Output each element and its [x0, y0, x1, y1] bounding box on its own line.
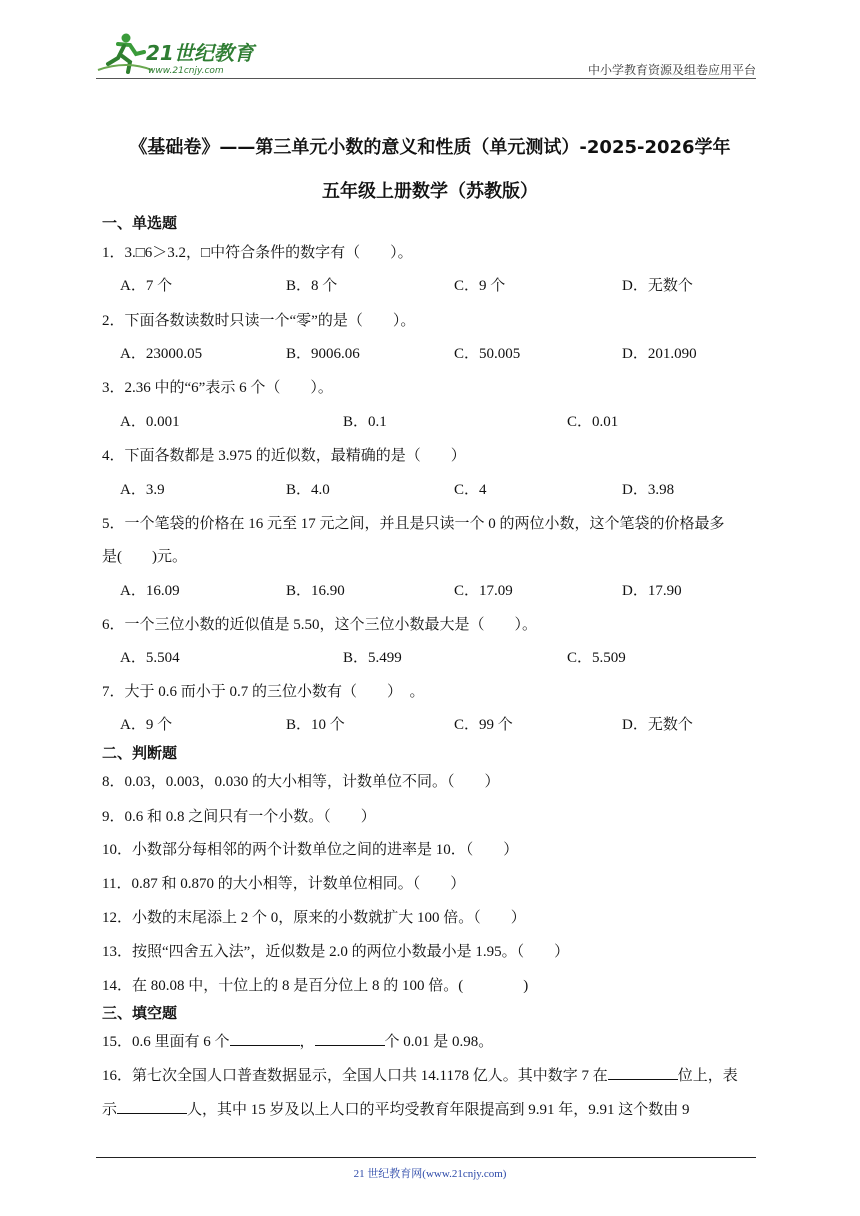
question-6-option-c: C．5.509 [567, 650, 626, 666]
page-title-line1: 《基础卷》——第三单元小数的意义和性质（单元测试）-2025-2026学年 [129, 137, 731, 158]
question-1-option-b: B．8 个 [286, 278, 338, 294]
question-5-stem-line1: 5．一个笔袋的价格在 16 元至 17 元之间，并且是只读一个 0 的两位小数，这个笔袋的价格最多 [102, 516, 725, 532]
section-heading-fill-in: 三、填空题 [102, 1004, 178, 1022]
question-7-option-b: B．10 个 [286, 717, 345, 733]
page-title-line2: 五年级上册数学（苏教版） [322, 181, 538, 202]
question-15-part3: 个 0.01 是 0.98。 [384, 1034, 494, 1050]
header-divider [96, 78, 756, 79]
question-3-option-a: A．0.001 [120, 414, 180, 430]
site-logo [96, 30, 266, 78]
question-2-stem: 2．下面各数读数时只读一个“零”的是（ ）。 [102, 313, 416, 329]
logo-url: www.21cnjy.com [148, 66, 224, 76]
header-platform-name: 中小学教育资源及组卷应用平台 [587, 63, 756, 77]
question-4-option-a: A．3.9 [120, 482, 165, 498]
question-1-option-a: A．7 个 [120, 278, 173, 294]
question-2-option-c: C．50.005 [454, 346, 521, 362]
question-15-blank-2[interactable] [315, 1031, 385, 1046]
question-7-option-c: C．99 个 [454, 717, 513, 733]
section-heading-true-false: 二、判断题 [102, 744, 178, 762]
footer-text: 21 世纪教育网(www.21cnjy.com) [353, 1168, 507, 1180]
question-2-option-a: A．23000.05 [120, 346, 203, 362]
logo-text: 21世纪教育 [146, 41, 254, 65]
question-14: 14．在 80.08 中，十位上的 8 是百分位上 8 的 100 倍。( ) [102, 978, 529, 994]
question-5-stem-line2: 是( )元。 [102, 549, 187, 565]
question-7-stem: 7．大于 0.6 而小于 0.7 的三位小数有（ ） 。 [102, 684, 425, 700]
question-6-option-b: B．5.499 [343, 650, 402, 666]
question-16-blank-1[interactable] [608, 1065, 678, 1080]
question-6-option-a: A．5.504 [120, 650, 180, 666]
question-16-text-2: 位上，表 [677, 1068, 738, 1084]
question-8: 8．0.03，0.003，0.030 的大小相等，计数单位不同。（ ） [102, 774, 500, 790]
footer-divider [96, 1157, 756, 1158]
question-2-option-d: D．201.090 [622, 346, 697, 362]
question-3-stem: 3．2.36 中的“6”表示 6 个（ ）。 [102, 380, 333, 396]
question-2-option-b: B．9006.06 [286, 346, 360, 362]
question-12: 12．小数的末尾添上 2 个 0，原来的小数就扩大 100 倍。（ ） [102, 910, 526, 926]
page-header [96, 30, 756, 80]
question-5-option-a: A．16.09 [120, 583, 180, 599]
section-heading-single-choice: 一、单选题 [102, 214, 178, 232]
question-10: 10．小数部分每相邻的两个计数单位之间的进率是 10．（ ） [102, 842, 519, 858]
question-4-stem: 4．下面各数都是 3.975 的近似数，最精确的是（ ） [102, 448, 466, 464]
question-15-part2: ， [299, 1034, 315, 1050]
question-9: 9．0.6 和 0.8 之间只有一个小数。（ ） [102, 809, 376, 825]
question-16-line1 [102, 1064, 738, 1085]
question-16-text-1: 16．第七次全国人口普查数据显示，全国人口共 14.1178 亿人。其中数字 7 在 [102, 1068, 608, 1084]
question-15 [102, 1030, 493, 1051]
question-5-option-b: B．16.90 [286, 583, 345, 599]
question-16-text-4: 人，其中 15 岁及以上人口的平均受教育年限提高到 9.91 年，9.91 这个数由 9 [187, 1102, 690, 1118]
question-4-option-b: B．4.0 [286, 482, 330, 498]
question-3-option-b: B．0.1 [343, 414, 387, 430]
question-4-option-d: D．3.98 [622, 482, 675, 498]
question-4-option-c: C．4 [454, 482, 487, 498]
question-3-option-c: C．0.01 [567, 414, 619, 430]
question-5-option-c: C．17.09 [454, 583, 513, 599]
question-16-blank-2[interactable] [117, 1099, 187, 1114]
question-16-text-3: 示 [102, 1102, 118, 1118]
question-13: 13．按照“四舍五入法”，近似数是 2.0 的两位小数最小是 1.95。（ ） [102, 944, 570, 960]
question-7-option-d: D．无数个 [622, 717, 693, 733]
question-11: 11．0.87 和 0.870 的大小相等，计数单位相同。（ ） [102, 876, 466, 892]
question-7-option-a: A．9 个 [120, 717, 173, 733]
question-1-stem: 1．3.□6＞3.2，□中符合条件的数字有（ ）。 [102, 245, 413, 261]
question-16-line2 [102, 1098, 690, 1119]
question-1-option-c: C．9 个 [454, 278, 506, 294]
question-5-option-d: D．17.90 [622, 583, 682, 599]
question-6-stem: 6．一个三位小数的近似值是 5.50，这个三位小数最大是（ ）。 [102, 617, 538, 633]
question-1-option-d: D．无数个 [622, 278, 693, 294]
question-15-part1: 15．0.6 里面有 6 个 [102, 1034, 230, 1050]
question-15-blank-1[interactable] [230, 1031, 300, 1046]
